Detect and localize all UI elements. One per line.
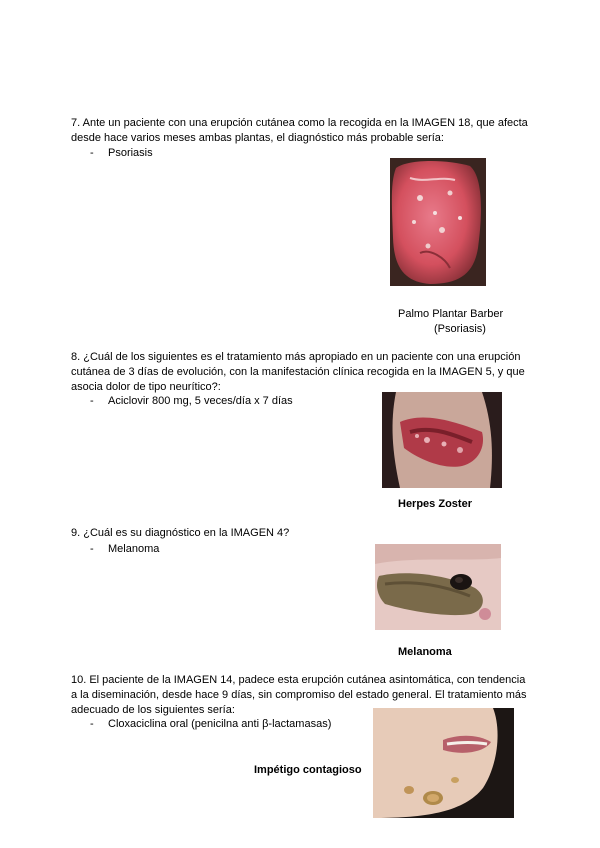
question-10-answer-text: Cloxaciclina oral (penicilna anti β-lactamasas) xyxy=(108,718,332,730)
question-7-answer xyxy=(90,146,153,161)
answer-dash: - xyxy=(90,395,94,407)
question-8-caption: Herpes Zoster xyxy=(398,498,472,510)
question-7-caption-line1: Palmo Plantar Barber xyxy=(398,308,504,320)
herpes-zoster-image xyxy=(382,392,502,488)
question-10-caption: Impétigo contagioso xyxy=(254,764,362,776)
question-7-text: 7. Ante un paciente con una erupción cutánea como la recogida en la IMAGEN 18, que afecta desde hace varios meses ambas plantas, el diagnóstico más probable sería: xyxy=(71,117,528,144)
question-7-caption-line2: (Psoriasis) xyxy=(434,323,486,335)
question-9-text: 9. ¿Cuál es su diagnóstico en la IMAGEN 4? xyxy=(71,527,290,539)
answer-dash: - xyxy=(90,718,94,730)
answer-dash: - xyxy=(90,147,94,159)
impetigo-image xyxy=(373,708,514,818)
question-7-answer-text: Psoriasis xyxy=(108,147,153,159)
question-8-answer xyxy=(90,394,293,409)
question-10-text: 10. El paciente de la IMAGEN 14, padece esta erupción cutánea asintomática, con tendencia a la diseminación, desde hace 9 días, sin compromiso del estado general. El tratamiento más adecuado de los siguientes sería: xyxy=(71,674,527,716)
psoriasis-image xyxy=(390,158,486,286)
question-9-answer-text: Melanoma xyxy=(108,543,160,555)
answer-dash: - xyxy=(90,543,94,555)
melanoma-image xyxy=(375,544,501,630)
question-10-answer xyxy=(90,717,331,732)
question-8-answer-text: Aciclovir 800 mg, 5 veces/día x 7 días xyxy=(108,395,293,407)
question-8-text: 8. ¿Cuál de los siguientes es el tratamiento más apropiado en un paciente con una erupción cutánea de 3 días de evolución, con la manifestación clínica recogida en la IMAGEN 5, y que asocia dolor de tipo neurítico?: xyxy=(71,351,525,393)
question-9-answer xyxy=(90,542,159,557)
question-9-caption: Melanoma xyxy=(398,646,452,658)
